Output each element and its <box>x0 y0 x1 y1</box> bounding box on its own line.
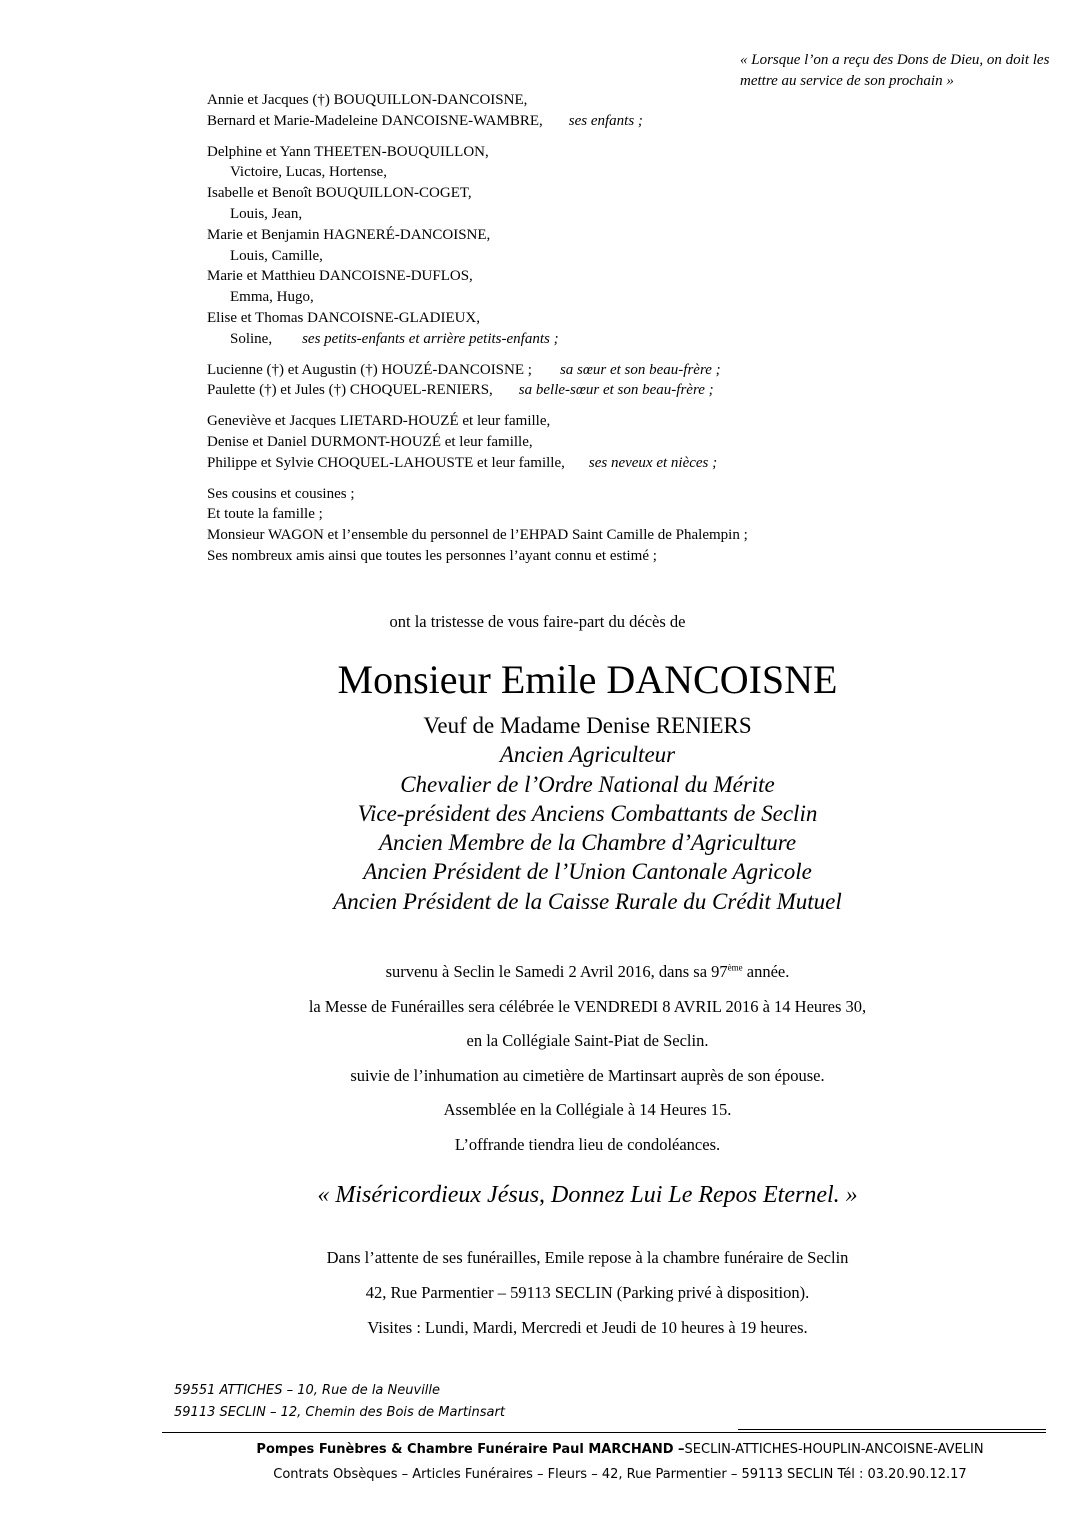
siblings-group <box>207 360 1007 402</box>
family-line: Elise et Thomas DANCOISNE-GLADIEUX, <box>207 309 481 326</box>
prayer-motto: « Miséricordieux Jésus, Donnez Lui Le Repos Eternel. » <box>317 1182 858 1208</box>
others-group <box>207 484 1007 567</box>
visit-line: Dans l’attente de ses funérailles, Emile repose à la chambre funéraire de Seclin <box>326 1248 849 1267</box>
relation-label: ses petits-enfants et arrière petits-enfants ; <box>302 330 559 347</box>
family-line <box>207 111 1007 132</box>
title-line: Ancien Membre de la Chambre d’Agriculture <box>378 830 797 856</box>
title-line: Ancien Agriculteur <box>499 742 676 768</box>
footer-services-line: Contrats Obsèques – Articles Funéraires – Fleurs – 42, Rue Parmentier – 59113 SECLIN Tél : 03.20.90.12.17 <box>273 1467 967 1482</box>
detail-line: suivie de l’inhumation au cimetière de Martinsart auprès de son épouse. <box>350 1065 825 1085</box>
footer-company-line <box>180 1437 1060 1462</box>
title-line: Ancien Président de la Caisse Rurale du Crédit Mutuel <box>333 888 842 914</box>
footer <box>180 1437 1060 1487</box>
family-line-text: Soline, <box>230 330 273 347</box>
family-line-text: Lucienne (†) et Augustin (†) HOUZÉ-DANCOISNE ; <box>207 361 532 378</box>
family-line: Louis, Jean, <box>230 205 303 222</box>
family-line-text: Philippe et Sylvie CHOQUEL-LAHOUSTE et leur famille, <box>207 454 565 471</box>
relation-label: ses enfants ; <box>568 112 643 129</box>
detail-line: L’offrande tiendra lieu de condoléances. <box>454 1134 721 1154</box>
family-line: Denise et Daniel DURMONT-HOUZÉ et leur famille, <box>207 433 533 450</box>
family-line: Louis, Camille, <box>230 247 323 264</box>
family-line <box>207 380 1007 401</box>
title-line: Chevalier de l’Ordre National du Mérite <box>400 771 775 797</box>
title-line: Vice-président des Anciens Combattants de Seclin <box>357 800 818 826</box>
death-text-end: année. <box>742 962 790 981</box>
family-line <box>207 453 1007 474</box>
announcement-intro: ont la tristesse de vous faire-part du décès de <box>389 612 686 631</box>
visit-line: 42, Rue Parmentier – 59113 SECLIN (Parking privé à disposition). <box>365 1283 810 1302</box>
relation-label: sa belle-sœur et son beau-frère ; <box>518 382 714 399</box>
address-line: 59551 ATTICHES – 10, Rue de la Neuville <box>174 1383 441 1398</box>
family-line: Ses cousins et cousines ; <box>207 485 355 502</box>
family-line: Delphine et Yann THEETEN-BOUQUILLON, <box>207 143 489 160</box>
detail-line: Assemblée en la Collégiale à 14 Heures 15. <box>443 1100 732 1119</box>
relation-label: ses neveux et nièces ; <box>588 454 718 471</box>
family-line: Et toute la famille ; <box>207 506 323 523</box>
detail-line: en la Collégiale Saint-Piat de Seclin. <box>466 1031 709 1050</box>
family-line-text: Paulette (†) et Jules (†) CHOQUEL-RENIERS, <box>207 382 493 399</box>
title-line: Ancien Président de l’Union Cantonale Agricole <box>363 859 812 885</box>
death-line <box>50 955 1075 990</box>
funeral-details <box>50 955 1075 1162</box>
widower-line: Veuf de Madame Denise RENIERS <box>423 713 752 738</box>
divider <box>738 1429 1046 1430</box>
family-line: Annie et Jacques (†) BOUQUILLON-DANCOISNE, <box>207 92 528 108</box>
company-towns: SECLIN-ATTICHES-HOUPLIN-ANCOISNE-AVELIN <box>684 1442 984 1457</box>
children-group <box>207 90 1007 132</box>
family-line-text: Bernard et Marie-Madeleine DANCOISNE-WAMBRE, <box>207 112 543 129</box>
grandchildren-group <box>207 142 1007 350</box>
detail-line: la Messe de Funérailles sera célébrée le VENDREDI 8 AVRIL 2016 à 14 Heures 30, <box>308 996 867 1016</box>
visit-line: Visites : Lundi, Mardi, Mercredi et Jeudi de 10 heures à 19 heures. <box>367 1318 808 1337</box>
footer-divider <box>162 1432 1046 1433</box>
company-name: Pompes Funèbres & Chambre Funéraire Paul MARCHAND – <box>256 1442 685 1457</box>
deceased-name: Monsieur Emile DANCOISNE <box>337 657 838 702</box>
ordinal-suffix: ème <box>727 962 743 973</box>
family-line <box>207 360 1007 381</box>
family-line: Emma, Hugo, <box>230 289 314 306</box>
family-line <box>207 329 1007 350</box>
relation-label: sa sœur et son beau-frère ; <box>559 361 721 378</box>
nephews-group <box>207 411 1007 473</box>
address-line: 59113 SECLIN – 12, Chemin des Bois de Martinsart <box>174 1405 505 1420</box>
family-line: Geneviève et Jacques LIETARD-HOUZÉ et leur famille, <box>207 413 551 430</box>
family-line: Victoire, Lucas, Hortense, <box>230 164 387 181</box>
family-line: Marie et Benjamin HAGNERÉ-DANCOISNE, <box>207 226 491 243</box>
titles-block <box>50 711 1075 916</box>
family-line: Monsieur WAGON et l’ensemble du personnel de l’EHPAD Saint Camille de Phalempin ; <box>207 527 748 544</box>
family-line: Isabelle et Benoît BOUQUILLON-COGET, <box>207 185 472 202</box>
family-line: Ses nombreux amis ainsi que toutes les personnes l’ayant connu et estimé ; <box>207 547 657 564</box>
epigraph-quote: « Lorsque l’on a reçu des Dons de Dieu, on doit les mettre au service de son prochain » <box>740 52 1050 89</box>
family-list <box>207 90 1007 577</box>
visitation-info <box>50 1240 1075 1345</box>
funeral-home-addresses <box>174 1380 505 1424</box>
family-line: Marie et Matthieu DANCOISNE-DUFLOS, <box>207 268 473 285</box>
death-text: survenu à Seclin le Samedi 2 Avril 2016, dans sa 97 <box>385 962 728 981</box>
